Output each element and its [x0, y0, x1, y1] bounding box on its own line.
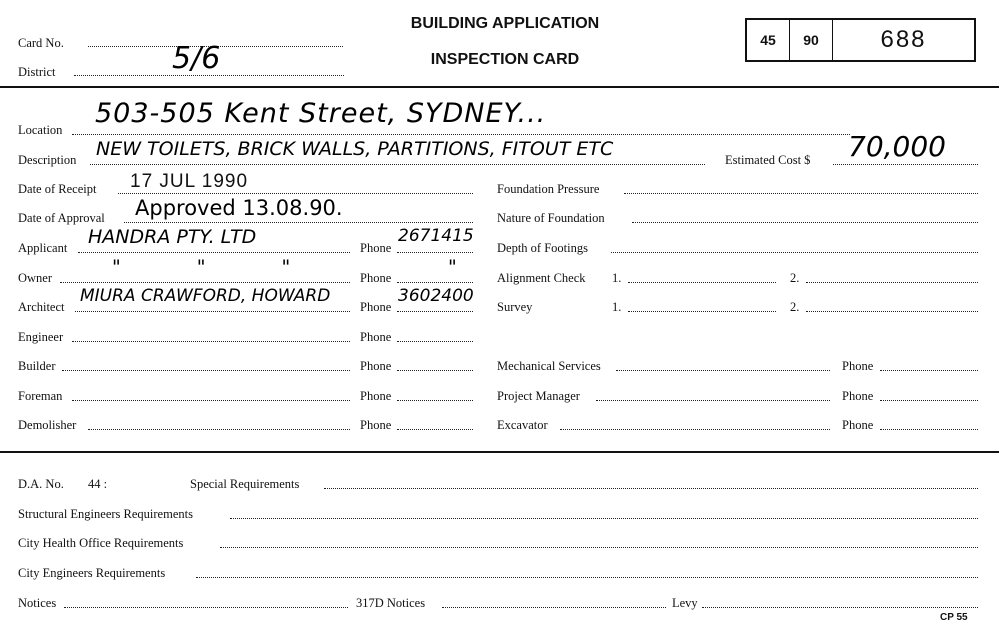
applicant-label: Applicant [18, 241, 68, 255]
project-manager-label: Project Manager [497, 389, 580, 403]
demolisher-phone-line [397, 429, 473, 430]
survey-line2 [806, 311, 978, 312]
date-of-approval-label: Date of Approval [18, 211, 105, 225]
levy-line [702, 607, 978, 608]
divider-top [0, 86, 999, 88]
mechanical-services-line [616, 370, 830, 371]
alignment-check-line1 [628, 282, 776, 283]
description-value: NEW TOILETS, BRICK WALLS, PARTITIONS, FITOUT ETC [96, 138, 614, 160]
card-title-line2: INSPECTION CARD [430, 51, 580, 68]
foreman-phone-line [397, 400, 473, 401]
architect-phone-label: Phone [360, 300, 392, 314]
demolisher-line [88, 429, 350, 430]
special-requirements-line [324, 488, 978, 489]
notices-label: Notices [18, 596, 57, 610]
mechanical-services-phone-label: Phone [842, 359, 874, 373]
alignment-check-line2 [806, 282, 978, 283]
alignment-check-label: Alignment Check [497, 271, 586, 285]
excavator-phone-label: Phone [842, 418, 874, 432]
engineers-requirements-label: City Engineers Requirements [18, 566, 166, 580]
district-value: 5/6 [172, 41, 221, 76]
form-code: CP 55 [940, 612, 968, 623]
special-requirements-label: Special Requirements [190, 477, 300, 491]
survey-opt2: 2. [790, 300, 800, 314]
owner-value: " " " [112, 256, 291, 278]
project-manager-line [596, 400, 830, 401]
excavator-label: Excavator [497, 418, 548, 432]
engineer-label: Engineer [18, 330, 64, 344]
da-no-value: 44 : [88, 477, 108, 491]
description-label: Description [18, 153, 77, 167]
district-label: District [18, 65, 56, 79]
builder-phone-line [397, 370, 473, 371]
applicant-phone-value: 2671415 [398, 226, 474, 246]
levy-label: Levy [672, 596, 698, 610]
mechanical-services-phone-line [880, 370, 978, 371]
demolisher-phone-label: Phone [360, 418, 392, 432]
mechanical-services-label: Mechanical Services [497, 359, 601, 373]
foundation-pressure-label: Foundation Pressure [497, 182, 600, 196]
description-line [90, 164, 705, 165]
engineer-line [72, 341, 350, 342]
owner-phone-line [397, 282, 473, 283]
location-line [72, 134, 850, 135]
da-no-label: D.A. No. [18, 477, 64, 491]
notices-line [64, 607, 348, 608]
card-title-line1: BUILDING APPLICATION [410, 15, 600, 32]
architect-value: MIURA CRAWFORD, HOWARD [80, 286, 331, 306]
divider-middle [0, 451, 999, 453]
owner-label: Owner [18, 271, 53, 285]
nature-of-foundation-line [632, 222, 978, 223]
project-manager-phone-label: Phone [842, 389, 874, 403]
location-label: Location [18, 123, 63, 137]
applicant-value: HANDRA PTY. LTD [88, 226, 257, 248]
date-of-approval-value: Approved 13.08.90. [135, 196, 343, 220]
builder-label: Builder [18, 359, 56, 373]
engineer-phone-line [397, 341, 473, 342]
architect-phone-line [397, 311, 473, 312]
applicant-line [78, 252, 350, 253]
health-requirements-line [220, 547, 978, 548]
foreman-phone-label: Phone [360, 389, 392, 403]
engineers-requirements-line [196, 577, 978, 578]
card-no-label: Card No. [18, 36, 64, 50]
survey-label: Survey [497, 300, 533, 314]
date-of-receipt-label: Date of Receipt [18, 182, 97, 196]
date-of-receipt-line [118, 193, 473, 194]
architect-label: Architect [18, 300, 65, 314]
date-of-receipt-stamp: 17 JUL 1990 [130, 171, 249, 192]
owner-phone-label: Phone [360, 271, 392, 285]
ref-code-b: 90 [790, 20, 833, 60]
foreman-line [72, 400, 350, 401]
demolisher-label: Demolisher [18, 418, 77, 432]
317d-notices-label: 317D Notices [356, 596, 426, 610]
estimated-cost-label: Estimated Cost $ [725, 153, 811, 167]
engineer-phone-label: Phone [360, 330, 392, 344]
builder-line [62, 370, 350, 371]
date-of-approval-line [124, 222, 473, 223]
project-manager-phone-line [880, 400, 978, 401]
structural-requirements-line [230, 518, 978, 519]
applicant-phone-line [397, 252, 473, 253]
depth-of-footings-label: Depth of Footings [497, 241, 588, 255]
excavator-phone-line [880, 429, 978, 430]
excavator-line [560, 429, 830, 430]
alignment-check-opt2: 2. [790, 271, 800, 285]
survey-opt1: 1. [612, 300, 622, 314]
owner-line [60, 282, 350, 283]
depth-of-footings-line [611, 252, 978, 253]
applicant-phone-label: Phone [360, 241, 392, 255]
foundation-pressure-line [624, 193, 978, 194]
alignment-check-opt1: 1. [612, 271, 622, 285]
estimated-cost-value: 70,000 [848, 130, 946, 163]
reference-number-box [745, 18, 976, 62]
ref-code-a: 45 [747, 20, 790, 60]
nature-of-foundation-label: Nature of Foundation [497, 211, 605, 225]
architect-line [75, 311, 350, 312]
estimated-cost-line [833, 164, 978, 165]
owner-phone-value: " [448, 256, 457, 278]
health-requirements-label: City Health Office Requirements [18, 536, 184, 550]
survey-line1 [628, 311, 776, 312]
location-value: 503-505 Kent Street, SYDNEY... [95, 98, 547, 129]
structural-requirements-label: Structural Engineers Requirements [18, 507, 193, 521]
ref-number: 688 [880, 26, 927, 53]
builder-phone-label: Phone [360, 359, 392, 373]
foreman-label: Foreman [18, 389, 63, 403]
architect-phone-value: 3602400 [398, 286, 474, 306]
317d-notices-line [442, 607, 666, 608]
